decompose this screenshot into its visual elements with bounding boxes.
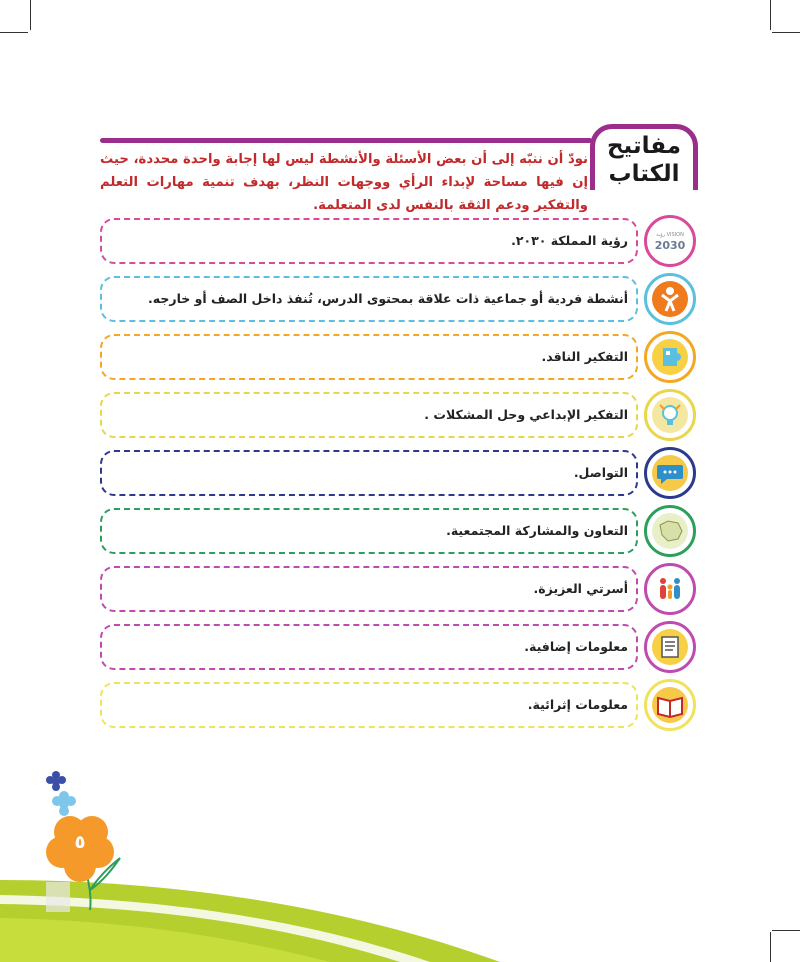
key-row	[100, 276, 638, 322]
key-label: التعاون والمشاركة المجتمعية.	[446, 523, 628, 538]
key-row	[100, 566, 638, 612]
title-underline	[100, 138, 592, 143]
key-label: معلومات إضافية.	[524, 639, 628, 654]
key-label: أسرتي العزيزة.	[533, 581, 628, 596]
lightbulb-icon	[652, 397, 688, 433]
key-row	[100, 334, 638, 380]
key-label: التفكير الناقد.	[541, 349, 628, 364]
chat-bubble-icon	[652, 455, 688, 491]
vision-logo-number: 2030	[654, 239, 686, 252]
key-icon-circle	[644, 447, 696, 499]
intro-paragraph: نودّ أن ننبّه إلى أن بعض الأسئلة والأنشطة ليس لها إجابة واحدة محددة، حيث إن فيها مساحة لإبداء الرأي ووجهات النظر، بهدف تنمية مهارات التعلم والتفكير ودعم الثقة بالنفس لدى المتعلمة.	[100, 152, 588, 213]
key-row	[100, 508, 638, 554]
family-icon	[652, 571, 688, 607]
logo-watermark	[46, 882, 70, 912]
key-row	[100, 392, 638, 438]
key-label: التفكير الإبداعي وحل المشكلات .	[424, 407, 628, 422]
section-title-line1: مفاتيح	[606, 133, 682, 159]
crop-mark	[30, 0, 31, 30]
crop-mark	[0, 32, 28, 33]
section-title	[590, 124, 698, 190]
key-row	[100, 682, 638, 728]
key-icon-circle	[644, 563, 696, 615]
key-label: التواصل.	[573, 465, 628, 480]
key-row	[100, 624, 638, 670]
key-row	[100, 218, 638, 264]
key-icon-circle	[644, 273, 696, 325]
key-label: أنشطة فردية أو جماعية ذات علاقة بمحتوى الدرس، تُنفذ داخل الصف أو خارجه.	[148, 291, 628, 306]
page-number: ٥	[74, 832, 86, 853]
open-book-icon	[652, 687, 688, 723]
key-icon-circle	[644, 621, 696, 673]
key-icon-circle	[644, 215, 696, 267]
section-title-line2: الكتاب	[608, 161, 680, 187]
key-row	[100, 450, 638, 496]
key-icon-circle	[644, 389, 696, 441]
crop-mark	[772, 32, 800, 33]
key-icon-circle	[644, 331, 696, 383]
key-icon-circle	[644, 679, 696, 731]
vision-logo-caption: رؤية VISION	[656, 232, 684, 238]
key-label: رؤية المملكة ٢٠٣٠.	[511, 233, 628, 248]
key-label: معلومات إثرائية.	[527, 697, 628, 712]
crop-mark	[770, 0, 771, 30]
key-icon-circle	[644, 505, 696, 557]
puzzle-icon	[652, 339, 688, 375]
vision-2030-logo-icon	[652, 223, 688, 259]
activity-person-icon	[652, 281, 688, 317]
notepad-icon	[652, 629, 688, 665]
saudi-map-icon	[652, 513, 688, 549]
